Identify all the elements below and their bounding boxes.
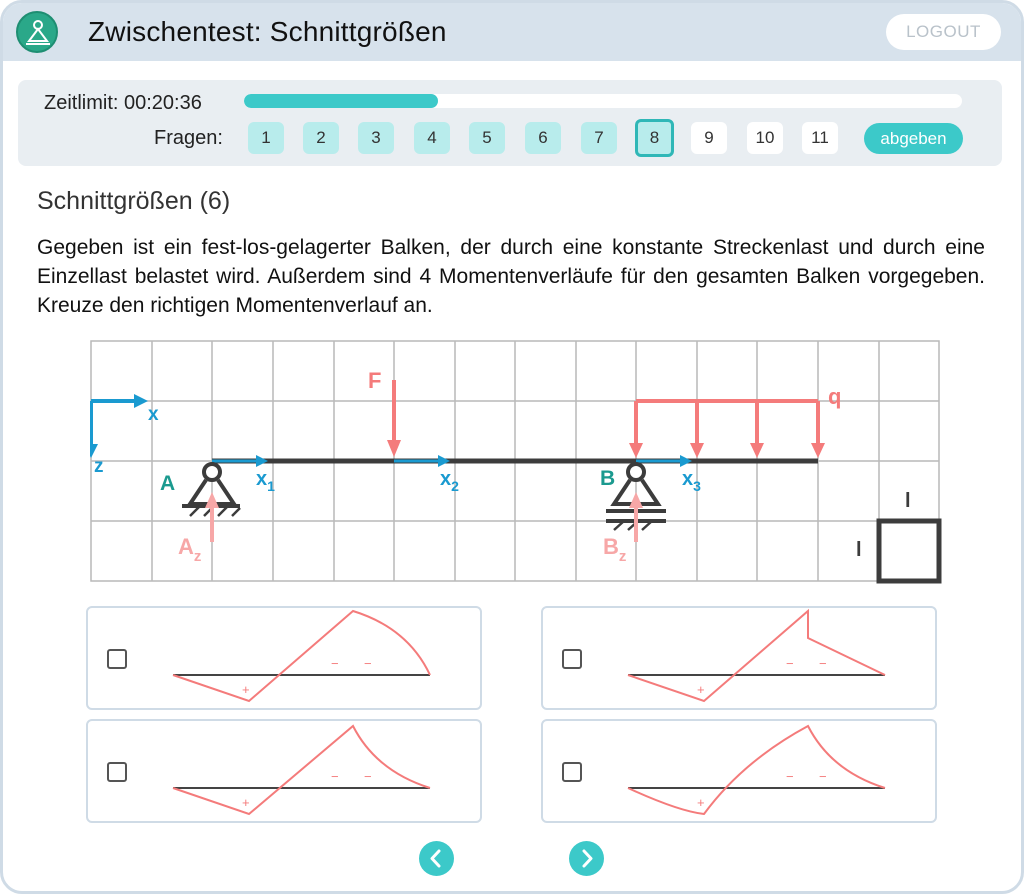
time-progress-bar [244, 94, 962, 108]
svg-text:+: + [242, 682, 250, 697]
answer-option-2[interactable] [541, 606, 937, 710]
distributed-load-q [629, 401, 825, 458]
reaction-bz-label: $B_z$ [603, 534, 627, 565]
x3-label: $x_3$ [682, 468, 701, 494]
svg-text:+: + [242, 795, 250, 810]
title-bar [3, 3, 1021, 61]
question-text: Gegeben ist ein fest-los-gelagerter Balken, der durch eine konstante Streckenlast und durch eine Einzellast belastet wird. Außerdem sind 4 Momentenverläufe für den gesamten Balken vorgegeben. Kreuze den richtigen Momentenverlauf an. [37, 236, 985, 317]
question-button-2[interactable]: 2 [303, 122, 339, 154]
moment-diagram-3 [88, 721, 484, 825]
scale-box [879, 521, 939, 581]
answer-option-4[interactable] [541, 719, 937, 823]
coordinate-system [90, 394, 148, 458]
svg-text:−: − [786, 769, 794, 784]
question-button-4[interactable]: 4 [414, 122, 450, 154]
svg-text:−: − [331, 769, 339, 784]
beam-diagram [90, 340, 952, 588]
questions-label: Fragen: [154, 127, 223, 149]
answer-option-3[interactable] [86, 719, 482, 823]
reaction-forces [205, 492, 643, 542]
reaction-az-label: $A_z$ [178, 534, 202, 565]
svg-text:+: + [697, 682, 705, 697]
svg-text:−: − [364, 769, 372, 784]
answer-option-1[interactable] [86, 606, 482, 710]
svg-text:−: − [364, 656, 372, 671]
logout-button[interactable]: LOGOUT [886, 14, 1001, 50]
moment-diagram-1 [88, 608, 484, 712]
question-button-10[interactable]: 10 [747, 122, 783, 154]
page-title: Zwischentest: Schnittgrößen [88, 16, 447, 47]
time-limit-label: Zeitlimit: 00:20:36 [44, 92, 202, 114]
time-progress-fill [244, 94, 438, 108]
question-button-7[interactable]: 7 [581, 122, 617, 154]
chevron-right-icon [569, 841, 604, 876]
coord-z-label: z [94, 456, 104, 477]
svg-text:−: − [819, 769, 827, 784]
svg-text:−: − [786, 656, 794, 671]
next-question-button[interactable] [569, 841, 604, 876]
question-button-8[interactable]: 8 [635, 119, 674, 157]
previous-question-button[interactable] [419, 841, 454, 876]
svg-text:−: − [331, 656, 339, 671]
point-load-f [387, 380, 401, 457]
question-button-1[interactable]: 1 [248, 122, 284, 154]
x2-label: $x_2$ [440, 468, 459, 494]
support-a-label: A [160, 472, 176, 495]
question-title: Schnittgrößen (6) [37, 187, 231, 215]
svg-text:+: + [697, 795, 705, 810]
moment-diagram-2 [543, 608, 939, 712]
question-button-3[interactable]: 3 [358, 122, 394, 154]
question-button-9[interactable]: 9 [691, 122, 727, 154]
svg-text:−: − [819, 656, 827, 671]
question-button-5[interactable]: 5 [469, 122, 505, 154]
x1-label: $x_1$ [256, 468, 275, 494]
moment-diagram-4 [543, 721, 939, 825]
coord-x-label: x [148, 404, 159, 425]
load-f-label: F [368, 368, 382, 393]
question-button-6[interactable]: 6 [525, 122, 561, 154]
question-button-11[interactable]: 11 [802, 122, 838, 154]
submit-button[interactable]: abgeben [864, 123, 963, 154]
chevron-left-icon [419, 841, 454, 876]
scale-l-top: l [905, 490, 911, 512]
load-q-label: q [828, 384, 842, 409]
support-bearing-icon [16, 11, 58, 53]
scale-l-left: l [856, 539, 862, 561]
support-b-label: B [600, 467, 616, 490]
